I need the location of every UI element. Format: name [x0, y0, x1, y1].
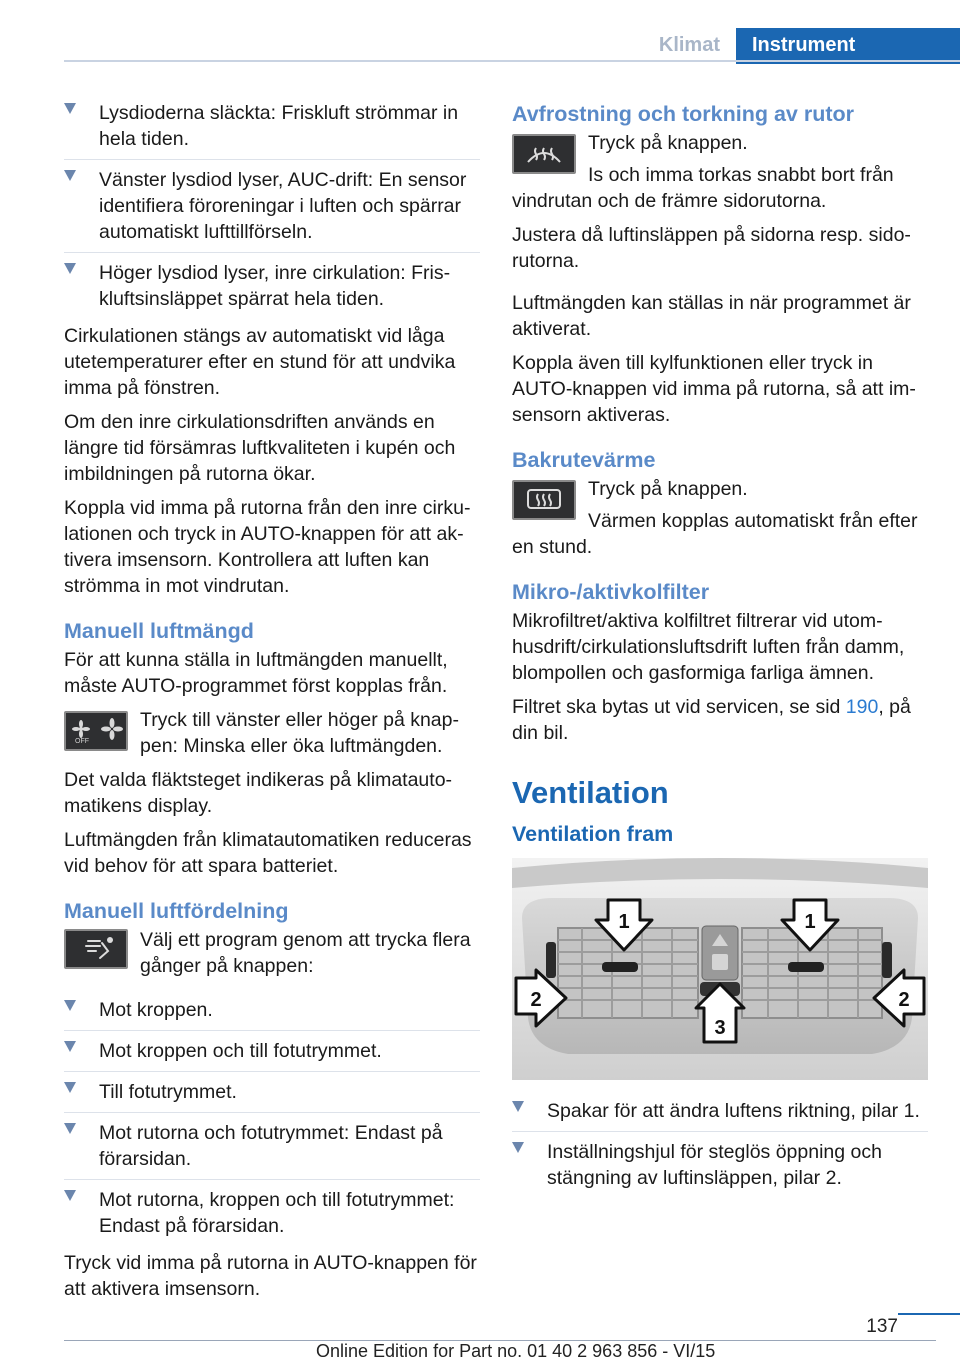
paragraph: Tryck vid imma på rutorna in AUTO-knappen för att aktivera imsensorn. [64, 1252, 477, 1300]
heading-filter: Mikro-/aktivkolfilter [512, 580, 710, 604]
heading-manual-distribution: Manuell luftfördelning [64, 899, 289, 923]
triangle-bullet-icon [64, 1000, 78, 1012]
distribution-button-row [64, 899, 480, 987]
rear-heat-button-row [512, 476, 928, 560]
tab-klimat[interactable]: Klimat [658, 34, 720, 56]
paragraph: Det valda fläktsteget indikeras på klimatautomatikens display. [64, 769, 453, 817]
led-status-list [64, 100, 480, 319]
air-distribution-icon [64, 929, 128, 969]
fan-button-icon [64, 711, 128, 751]
paragraph: Luftmängden från klimatautomatiken reduceras vid behov för att spara batteriet. [64, 829, 472, 877]
page-link[interactable]: 190 [845, 696, 879, 718]
triangle-bullet-icon [64, 1082, 78, 1094]
paragraph: Luftmängden kan ställas in när programmet är aktiverat. [512, 292, 911, 340]
heading-ventilation-front: Ventilation fram [512, 822, 674, 846]
defrost-button-row [512, 130, 928, 214]
paragraph: Koppla vid imma på rutorna från den inre cirkulationen och tryck in AUTO-knappen för att aktivera imsensorn. Kontrollera att luften kan strömma in mot vindrutan. [64, 497, 471, 597]
list-item: Vänster lysdiod lyser, AUC-drift: En sensor identifiera föroreningar i luften och spärrar automatiskt lufttillförseln. [64, 167, 480, 253]
tab-instrument[interactable]: Instrument [736, 28, 960, 64]
arrow-label-3: 3 [714, 1017, 726, 1039]
triangle-bullet-icon [512, 1142, 526, 1154]
list-item: Inställningshjul för steglös öppning och stängning av luftinsläppen, pilar 2. [512, 1139, 928, 1198]
page-number-rule [898, 1313, 960, 1315]
paragraph: Koppla även till kylfunktionen eller tryck in AUTO-knappen vid imma på rutorna, så att imsensorn aktiveras. [512, 352, 916, 426]
arrow-label-1b: 1 [804, 911, 816, 933]
triangle-bullet-icon [64, 170, 78, 182]
heading-manual-air: Manuell luftmängd [64, 619, 254, 643]
list-item: Spakar för att ändra luftens riktning, pilar 1. [512, 1098, 928, 1132]
paragraph: För att kunna ställa in luftmängden manuellt, måste AUTO-programmet först kopplas från. [64, 649, 448, 697]
list-item: Lysdioderna släckta: Friskluft strömmar in hela tiden. [64, 100, 480, 160]
list-item: Till fotutrymmet. [64, 1079, 480, 1113]
paragraph: Om den inre cirkulationsdriften används en längre tid försämras luftkvaliteten i kupén och imbildningen på rutorna ökar. [64, 411, 456, 485]
rear-line1: Tryck på knappen. [588, 478, 748, 500]
paragraph: Cirkulationen stängs av automatiskt vid låga utetemperaturer efter en stund för att undvika imma på fönstren. [64, 325, 456, 399]
page-header [64, 24, 960, 62]
page-number: 137 [866, 1316, 898, 1337]
paragraph: Filtret ska bytas ut vid servicen, se sid 190, på din bil. [512, 696, 911, 744]
triangle-bullet-icon [64, 1123, 78, 1135]
ventilation-list [512, 1098, 928, 1198]
rear-window-heat-icon [512, 480, 576, 520]
rear-line2: Värmen kopplas automatiskt från efter en stund. [512, 510, 918, 558]
heading-ventilation: Ventilation [512, 775, 669, 810]
list-item: Mot rutorna, kroppen och till fotutrymmet: Endast på förarsidan. [64, 1187, 480, 1246]
heading-rear-heat: Bakrutevärme [512, 448, 656, 472]
fan-button-row [64, 707, 480, 767]
list-item: Mot rutorna och fotutrymmet: Endast på förarsidan. [64, 1120, 480, 1180]
arrow-label-2b: 2 [898, 989, 910, 1011]
header-divider [64, 60, 960, 62]
paragraph: Justera då luftinsläppen på sidorna resp. sidorutorna. [512, 224, 911, 272]
windshield-defrost-icon [512, 134, 576, 174]
arrow-label-1a: 1 [618, 911, 630, 933]
triangle-bullet-icon [64, 1041, 78, 1053]
defrost-line2: Is och imma torkas snabbt bort från vindrutan och de främre sidorutorna. [512, 164, 894, 212]
right-column [512, 100, 928, 1202]
heading-defrost: Avfrostning och torkning av rutor [512, 102, 855, 126]
off-label: OFF [75, 738, 89, 745]
triangle-bullet-icon [512, 1101, 526, 1113]
defrost-line1: Tryck på knappen. [588, 132, 748, 154]
distribution-list [64, 997, 480, 1246]
distribution-instruction: Välj ett program genom att trycka flera gånger på knappen: [140, 929, 471, 977]
triangle-bullet-icon [64, 103, 78, 115]
list-item: Mot kroppen. [64, 997, 480, 1031]
left-column [64, 100, 480, 1310]
arrow-label-2a: 2 [530, 989, 542, 1011]
paragraph: Mikrofiltret/aktiva kolfiltret filtrerar vid utomhusdrift/cirkulationsluftsdrift luften från damm, blompollen och gasformiga farliga ämnen. [512, 610, 905, 684]
list-item: Höger lysdiod lyser, inre cirkulation: Friskluftsinsläppet spärrat hela tiden. [64, 260, 480, 319]
triangle-bullet-icon [64, 263, 78, 275]
ventilation-photo [512, 858, 928, 1080]
triangle-bullet-icon [64, 1190, 78, 1202]
fan-instruction: Tryck till vänster eller höger på knappen: Minska eller öka luftmängden. [140, 709, 459, 757]
footer-edition: Online Edition for Part no. 01 40 2 963 856 - VI/15 [316, 1341, 716, 1361]
list-item: Mot kroppen och till fotutrymmet. [64, 1038, 480, 1072]
